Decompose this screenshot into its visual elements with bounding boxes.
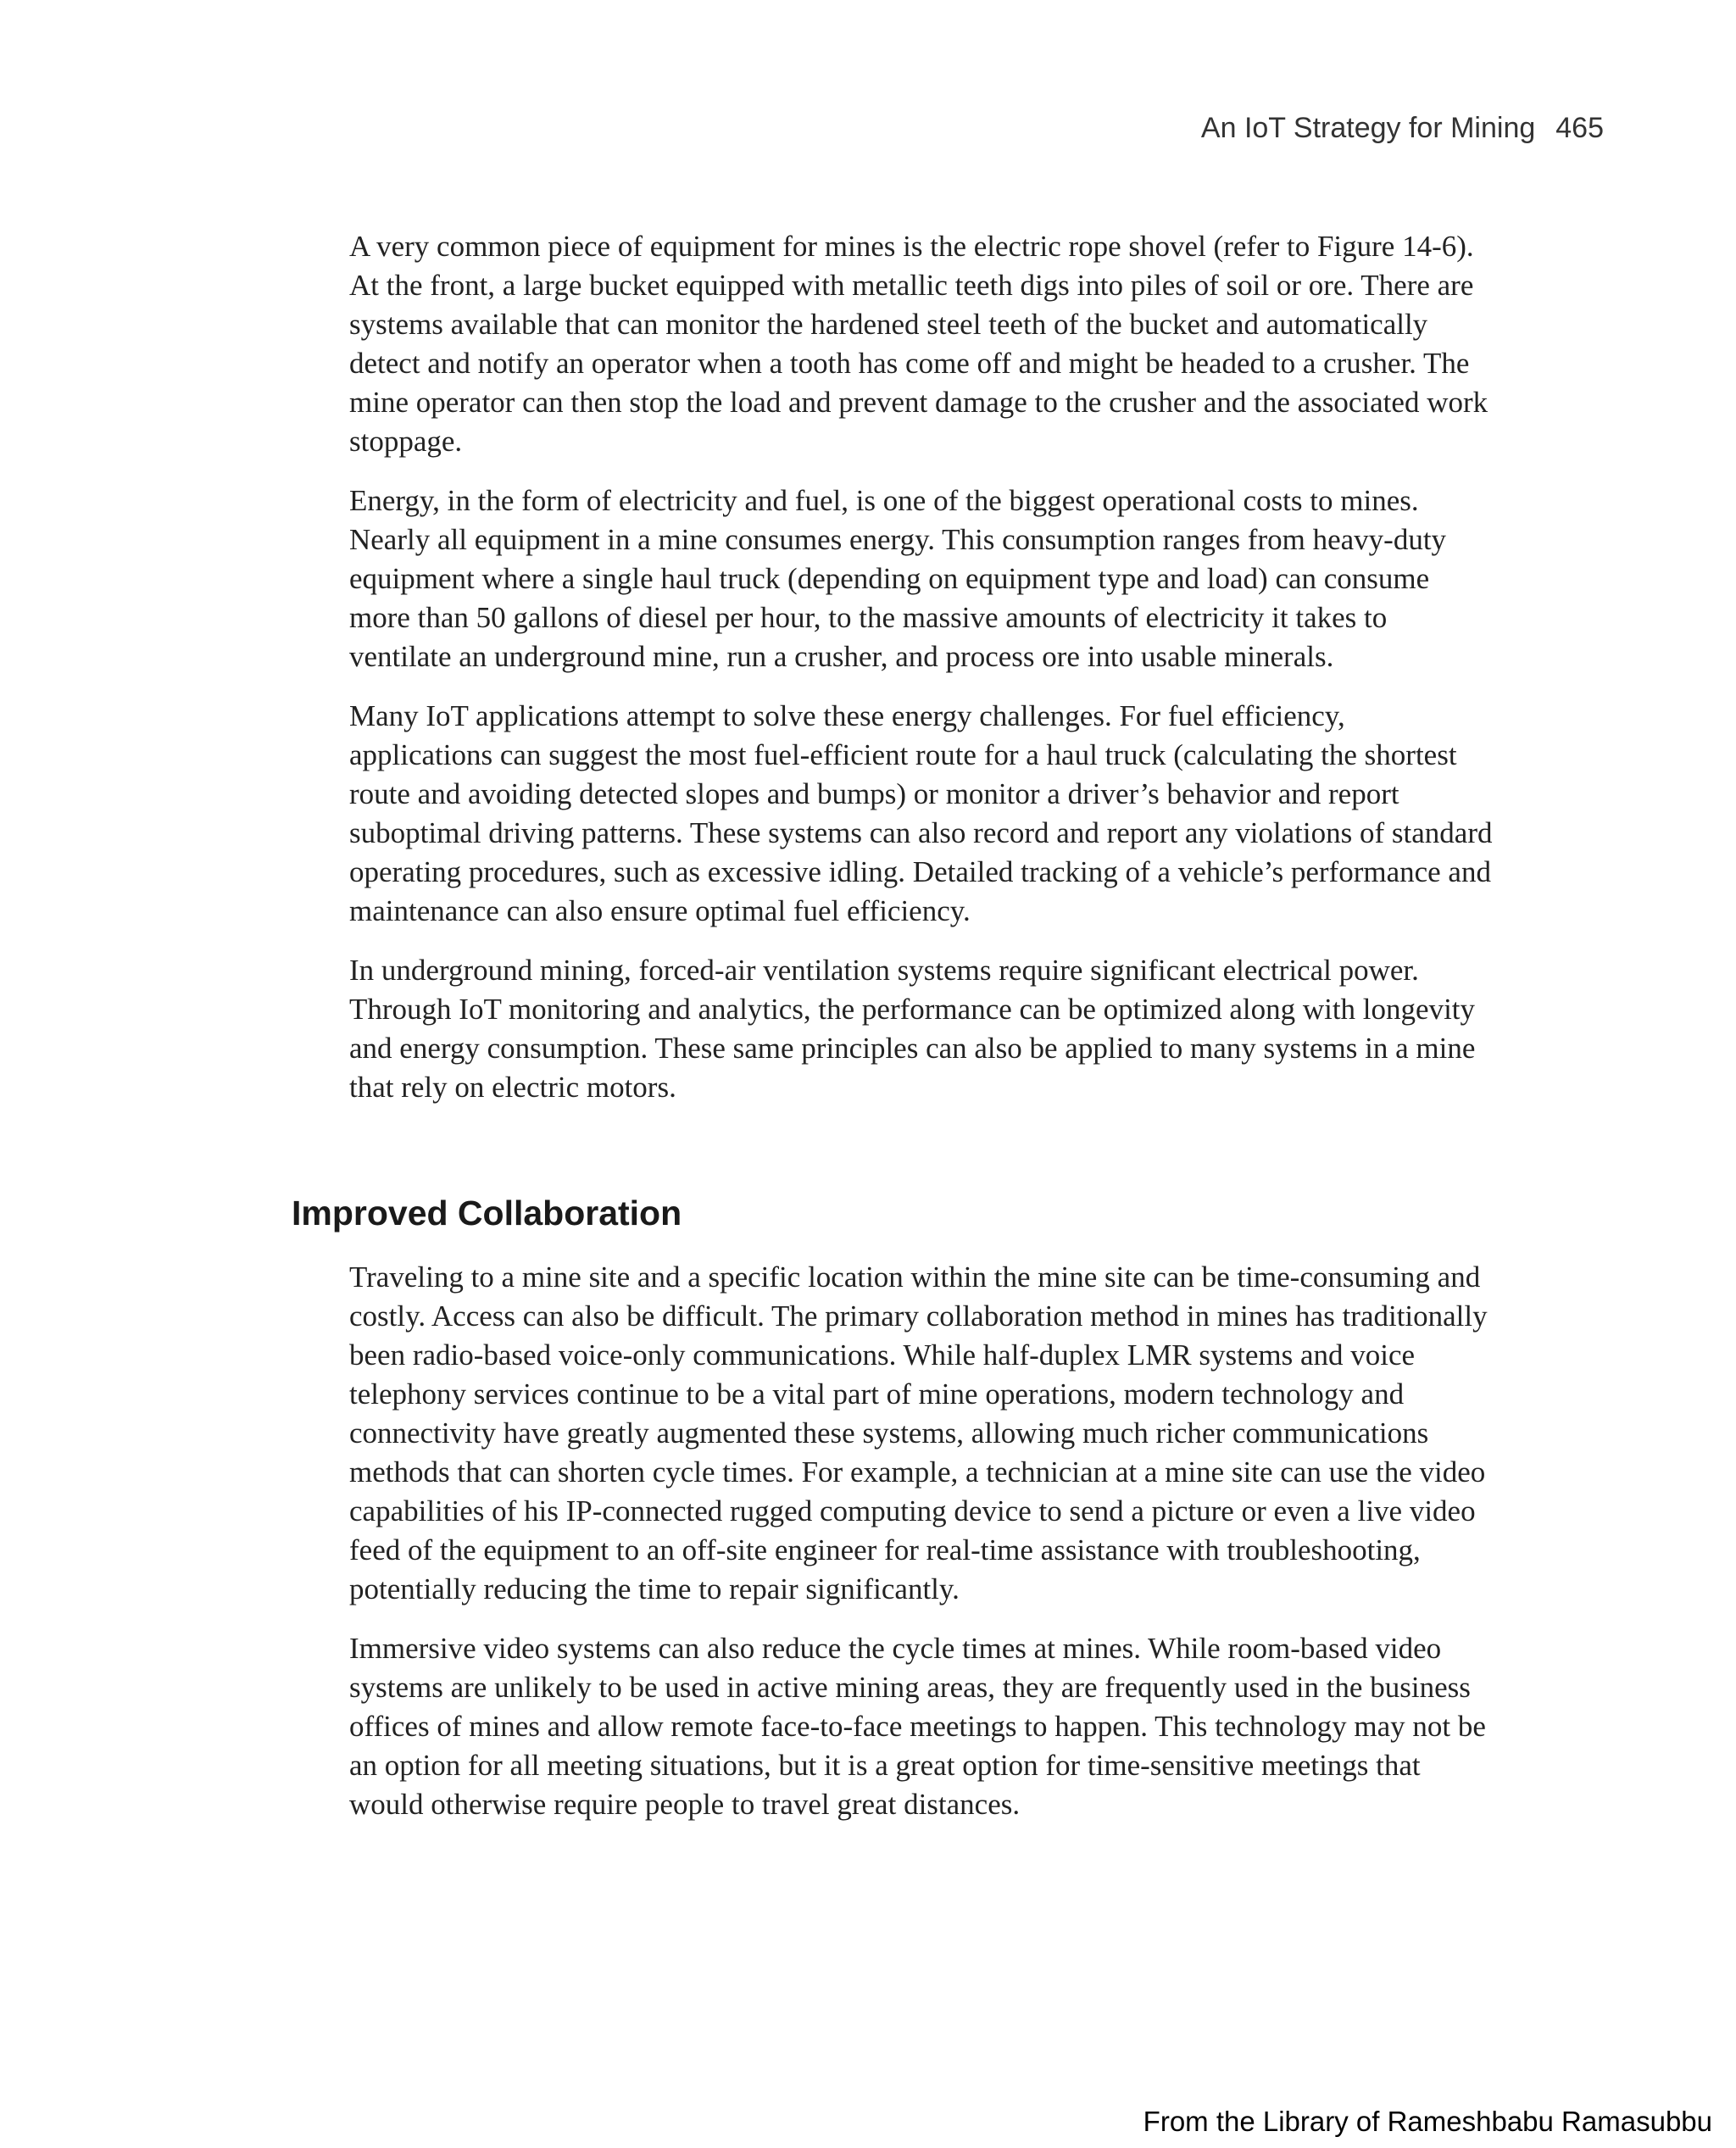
section-body-1	[349, 227, 1494, 1127]
paragraph-immersive-video: Immersive video systems can also reduce the cycle times at mines. While room-based video systems are unlikely to be used in active mining areas, they are frequently used in the business offices of mines and allow remote face-to-face meetings to happen. This technology may not be an option for all meeting situations, but it is a great option for time-sensitive meetings that would otherwise require people to travel great distances.	[349, 1632, 1486, 1821]
paragraph-collaboration: Traveling to a mine site and a specific location within the mine site can be time-consuming and costly. Access can also be difficult. The primary collaboration method in mines has traditionally been radio-based voice-only communications. While half-duplex LMR systems and voice telephony services continue to be a vital part of mine operations, modern technology and connectivity have greatly augmented these systems, allowing much richer communications methods that can shorten cycle times. For example, a technician at a mine site can use the video capabilities of his IP-connected rugged computing device to send a picture or even a live video feed of the equipment to an off-site engineer for real-time assistance with troubleshooting, potentially reducing the time to repair significantly.	[349, 1260, 1488, 1605]
paragraph-fuel-efficiency: Many IoT applications attempt to solve these energy challenges. For fuel efficiency, applications can suggest the most fuel-efficient route for a haul truck (calculating the shortest route and avoiding detected slopes and bumps) or monitor a driver’s behavior and report suboptimal driving patterns. These systems can also record and report any violations of standard operating procedures, such as excessive idling. Detailed tracking of a vehicle’s performance and maintenance can also ensure optimal fuel efficiency.	[349, 699, 1493, 927]
paragraph-ventilation: In underground mining, forced-air ventilation systems require significant electrical power. Through IoT monitoring and analytics, the performance can be optimized along with longevity and energy consumption. These same principles can also be applied to many systems in a mine that rely on electric motors.	[349, 954, 1476, 1104]
section-body-2	[349, 1258, 1494, 1845]
library-footer: From the Library of Rameshbabu Ramasubbu	[1143, 2106, 1712, 2137]
section-heading: Improved Collaboration	[292, 1194, 682, 1233]
paragraph-rope-shovel: A very common piece of equipment for mines is the electric rope shovel (refer to Figure 14-6). At the front, a large bucket equipped with metallic teeth digs into piles of soil or ore. There are systems available that can monitor the hardened steel teeth of the bucket and automatically detect and notify an operator when a tooth has come off and might be headed to a crusher. The mine operator can then stop the load and prevent damage to the crusher and the associated work stoppage.	[349, 230, 1488, 458]
running-header	[1201, 112, 1604, 145]
page-number: 465	[1555, 112, 1604, 144]
paragraph-energy-costs: Energy, in the form of electricity and fuel, is one of the biggest operational costs to mines. Nearly all equipment in a mine consumes energy. This consumption ranges from heavy-duty equipment where a single haul truck (depending on equipment type and load) can consume more than 50 gallons of diesel per hour, to the massive amounts of electricity it takes to ventilate an underground mine, run a crusher, and process ore into usable minerals.	[349, 484, 1447, 673]
running-title: An IoT Strategy for Mining	[1200, 112, 1536, 144]
